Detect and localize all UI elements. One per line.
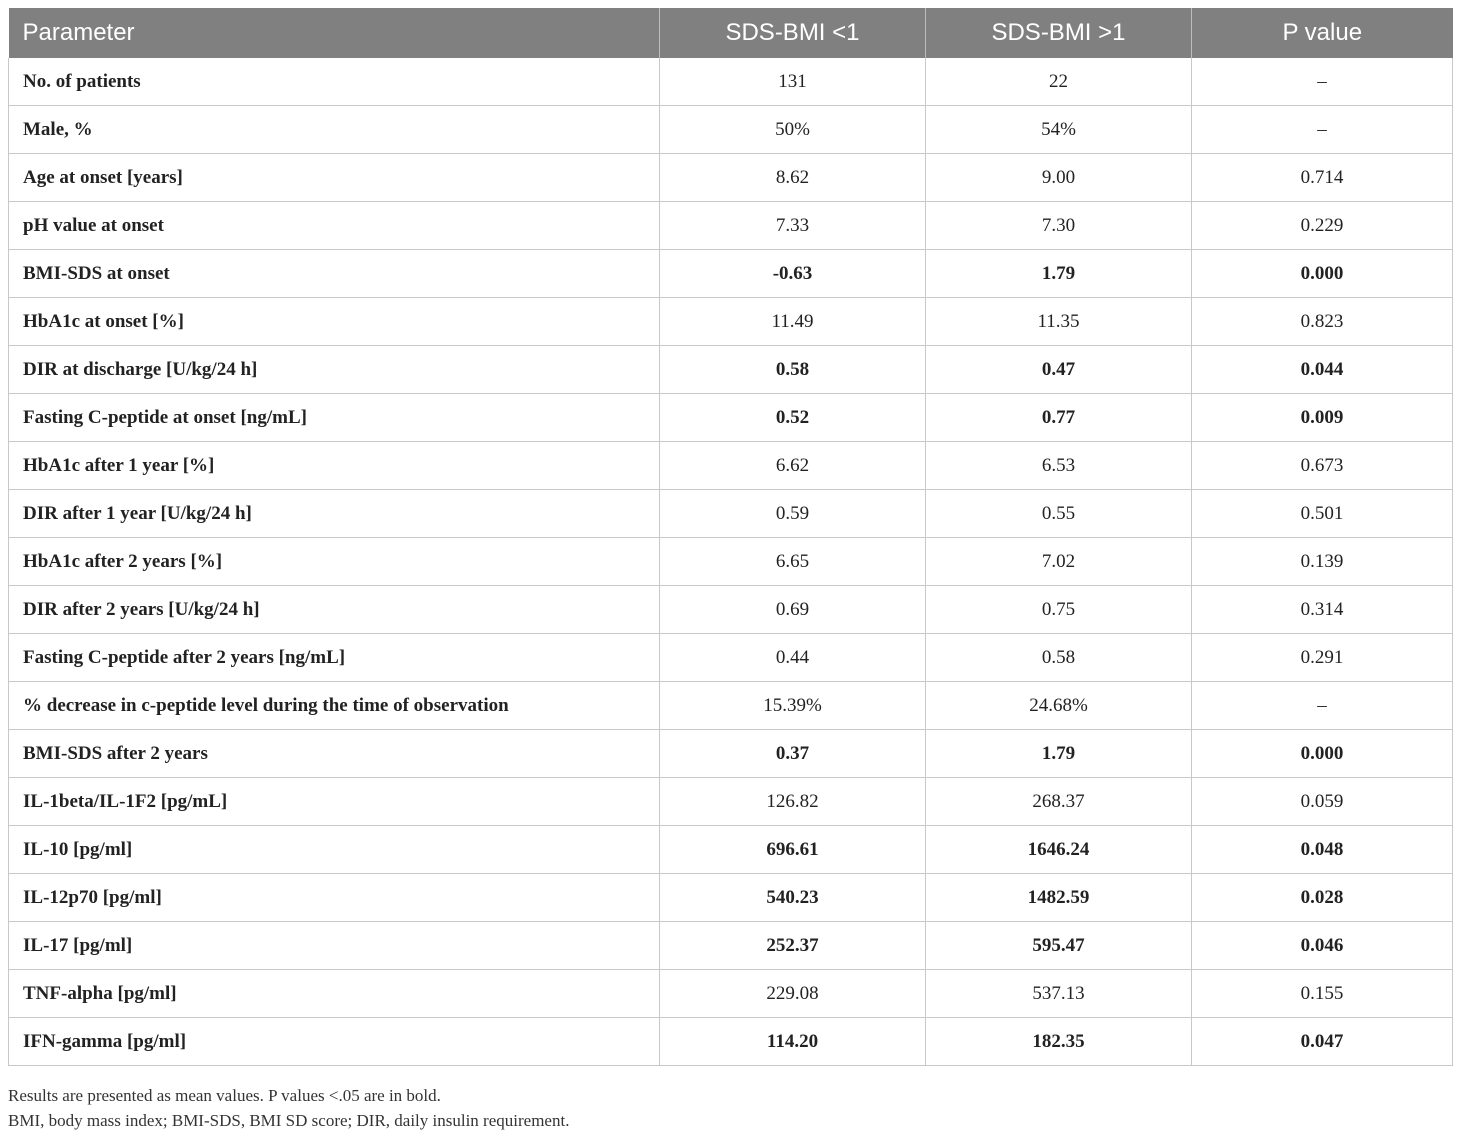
table-row	[9, 106, 1453, 154]
row-value-sds-bmi-high: 1.79	[926, 730, 1192, 778]
table-row	[9, 202, 1453, 250]
row-p-value: 0.314	[1192, 586, 1453, 634]
row-value-sds-bmi-low: 0.59	[660, 490, 926, 538]
table-row	[9, 250, 1453, 298]
row-value-sds-bmi-low: 126.82	[660, 778, 926, 826]
row-parameter: DIR after 1 year [U/kg/24 h]	[9, 490, 660, 538]
row-p-value: 0.046	[1192, 922, 1453, 970]
table-footnotes	[8, 1083, 569, 1133]
row-parameter: HbA1c at onset [%]	[9, 298, 660, 346]
table-row	[9, 874, 1453, 922]
row-value-sds-bmi-high: 7.30	[926, 202, 1192, 250]
footnote-abbreviations: BMI, body mass index; BMI-SDS, BMI SD score; DIR, daily insulin requirement.	[8, 1111, 570, 1130]
row-p-value: 0.139	[1192, 538, 1453, 586]
row-p-value: 0.673	[1192, 442, 1453, 490]
row-p-value: 0.155	[1192, 970, 1453, 1018]
row-value-sds-bmi-low: 696.61	[660, 826, 926, 874]
results-table	[8, 8, 1453, 1066]
table-row	[9, 442, 1453, 490]
table-body	[9, 58, 1453, 1066]
row-parameter: IFN-gamma [pg/ml]	[9, 1018, 660, 1066]
table-row	[9, 394, 1453, 442]
row-value-sds-bmi-low: 131	[660, 58, 926, 106]
row-value-sds-bmi-high: 1.79	[926, 250, 1192, 298]
row-value-sds-bmi-high: 7.02	[926, 538, 1192, 586]
row-parameter: BMI-SDS at onset	[9, 250, 660, 298]
row-p-value: –	[1192, 106, 1453, 154]
row-value-sds-bmi-low: 0.52	[660, 394, 926, 442]
header-row	[9, 8, 1453, 58]
row-p-value: –	[1192, 58, 1453, 106]
table-row	[9, 490, 1453, 538]
row-p-value: 0.048	[1192, 826, 1453, 874]
row-value-sds-bmi-high: 0.47	[926, 346, 1192, 394]
row-parameter: Age at onset [years]	[9, 154, 660, 202]
row-value-sds-bmi-low: 11.49	[660, 298, 926, 346]
table-row	[9, 970, 1453, 1018]
row-value-sds-bmi-low: 7.33	[660, 202, 926, 250]
table-row	[9, 778, 1453, 826]
footnote-bold-note: Results are presented as mean values. P values <.05 are in bold.	[8, 1086, 441, 1105]
header-sds-bmi-high: SDS-BMI >1	[926, 8, 1192, 58]
row-value-sds-bmi-high: 24.68%	[926, 682, 1192, 730]
row-value-sds-bmi-high: 268.37	[926, 778, 1192, 826]
row-p-value: 0.823	[1192, 298, 1453, 346]
row-parameter: % decrease in c-peptide level during the time of observation	[9, 682, 660, 730]
row-parameter: TNF-alpha [pg/ml]	[9, 970, 660, 1018]
row-value-sds-bmi-low: -0.63	[660, 250, 926, 298]
row-value-sds-bmi-high: 6.53	[926, 442, 1192, 490]
row-p-value: 0.000	[1192, 250, 1453, 298]
row-value-sds-bmi-low: 6.62	[660, 442, 926, 490]
row-value-sds-bmi-high: 0.55	[926, 490, 1192, 538]
row-value-sds-bmi-low: 6.65	[660, 538, 926, 586]
row-value-sds-bmi-high: 11.35	[926, 298, 1192, 346]
row-parameter: DIR at discharge [U/kg/24 h]	[9, 346, 660, 394]
row-parameter: No. of patients	[9, 58, 660, 106]
table-header	[9, 8, 1453, 58]
row-value-sds-bmi-low: 252.37	[660, 922, 926, 970]
row-value-sds-bmi-low: 0.58	[660, 346, 926, 394]
table-row	[9, 1018, 1453, 1066]
row-value-sds-bmi-low: 0.69	[660, 586, 926, 634]
row-p-value: 0.501	[1192, 490, 1453, 538]
table-row	[9, 346, 1453, 394]
table-row	[9, 682, 1453, 730]
row-parameter: HbA1c after 1 year [%]	[9, 442, 660, 490]
row-parameter: IL-1beta/IL-1F2 [pg/mL]	[9, 778, 660, 826]
row-p-value: 0.000	[1192, 730, 1453, 778]
row-value-sds-bmi-low: 50%	[660, 106, 926, 154]
row-parameter: BMI-SDS after 2 years	[9, 730, 660, 778]
row-parameter: Male, %	[9, 106, 660, 154]
row-p-value: 0.229	[1192, 202, 1453, 250]
row-p-value: 0.044	[1192, 346, 1453, 394]
row-value-sds-bmi-high: 537.13	[926, 970, 1192, 1018]
row-value-sds-bmi-low: 114.20	[660, 1018, 926, 1066]
row-parameter: Fasting C-peptide at onset [ng/mL]	[9, 394, 660, 442]
header-sds-bmi-low: SDS-BMI <1	[660, 8, 926, 58]
table-row	[9, 58, 1453, 106]
row-value-sds-bmi-high: 182.35	[926, 1018, 1192, 1066]
header-parameter: Parameter	[9, 8, 660, 58]
row-value-sds-bmi-low: 0.37	[660, 730, 926, 778]
row-value-sds-bmi-high: 22	[926, 58, 1192, 106]
table-row	[9, 826, 1453, 874]
row-value-sds-bmi-high: 595.47	[926, 922, 1192, 970]
table-row	[9, 730, 1453, 778]
row-value-sds-bmi-low: 0.44	[660, 634, 926, 682]
row-value-sds-bmi-low: 8.62	[660, 154, 926, 202]
row-p-value: 0.009	[1192, 394, 1453, 442]
row-parameter: IL-12p70 [pg/ml]	[9, 874, 660, 922]
row-parameter: IL-17 [pg/ml]	[9, 922, 660, 970]
row-value-sds-bmi-low: 15.39%	[660, 682, 926, 730]
row-p-value: 0.714	[1192, 154, 1453, 202]
row-parameter: HbA1c after 2 years [%]	[9, 538, 660, 586]
row-p-value: 0.047	[1192, 1018, 1453, 1066]
row-p-value: 0.059	[1192, 778, 1453, 826]
row-p-value: 0.291	[1192, 634, 1453, 682]
table-row	[9, 634, 1453, 682]
row-value-sds-bmi-high: 0.58	[926, 634, 1192, 682]
table-row	[9, 922, 1453, 970]
row-parameter: IL-10 [pg/ml]	[9, 826, 660, 874]
row-p-value: 0.028	[1192, 874, 1453, 922]
header-p-value: P value	[1192, 8, 1453, 58]
row-value-sds-bmi-high: 1482.59	[926, 874, 1192, 922]
row-value-sds-bmi-high: 1646.24	[926, 826, 1192, 874]
row-parameter: Fasting C-peptide after 2 years [ng/mL]	[9, 634, 660, 682]
row-value-sds-bmi-high: 0.75	[926, 586, 1192, 634]
row-p-value: –	[1192, 682, 1453, 730]
row-parameter: pH value at onset	[9, 202, 660, 250]
table-row	[9, 154, 1453, 202]
row-value-sds-bmi-high: 0.77	[926, 394, 1192, 442]
results-table-container	[8, 8, 1452, 1066]
row-value-sds-bmi-high: 54%	[926, 106, 1192, 154]
row-value-sds-bmi-low: 540.23	[660, 874, 926, 922]
row-value-sds-bmi-high: 9.00	[926, 154, 1192, 202]
row-value-sds-bmi-low: 229.08	[660, 970, 926, 1018]
table-row	[9, 586, 1453, 634]
table-row	[9, 298, 1453, 346]
table-row	[9, 538, 1453, 586]
row-parameter: DIR after 2 years [U/kg/24 h]	[9, 586, 660, 634]
